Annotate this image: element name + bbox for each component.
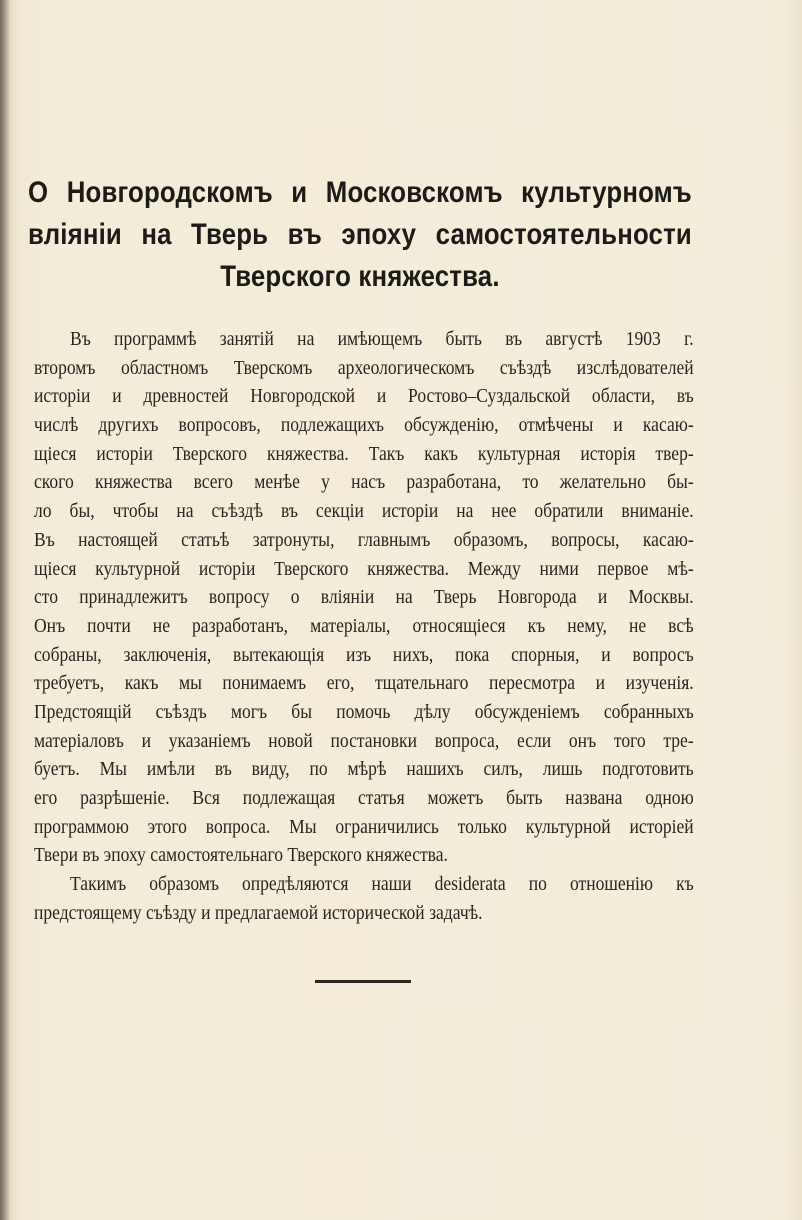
- body-line: Въ программѣ занятій на имѣющемъ быть въ августѣ 1903 г.: [70, 329, 694, 350]
- title-line: О Новгородскомъ и Московскомъ культурномъ: [28, 176, 692, 209]
- body-line: щіеся исторіи Тверского княжества. Такъ какъ культурная исторія твер-: [34, 443, 694, 465]
- body-line: программою этого вопроса. Мы ограничились только культурной исторіей: [34, 816, 694, 838]
- section-divider: [315, 980, 411, 983]
- title-line: вліяніи на Тверь въ эпоху самостоятельности: [28, 218, 692, 251]
- body-line: ского княжества всего менѣе у насъ разработана, то желательно бы-: [34, 472, 694, 494]
- body-line: его разрѣшеніе. Вся подлежащая статья можетъ быть названа одною: [34, 788, 694, 809]
- body-line: требуетъ, какъ мы понимаемъ его, тщательнаго пересмотра и изученія.: [34, 673, 694, 695]
- body-line: предстоящему съѣзду и предлагаемой исторической задачѣ.: [34, 902, 483, 924]
- body-line: второмъ областномъ Тверскомъ археологическомъ съѣздѣ изслѣдователей: [34, 357, 694, 379]
- body-line: матеріаловъ и указаніемъ новой постановки вопроса, если онъ того тре-: [34, 730, 694, 752]
- body-line: Предстоящій съѣздъ могъ бы помочь дѣлу обсужденіемъ собранныхъ: [34, 701, 694, 723]
- body-line: ло бы, чтобы на съѣздѣ въ секціи исторіи на нее обратили вниманіе.: [34, 501, 694, 523]
- body-line: щіеся культурной исторіи Тверского княжества. Между ними первое мѣ-: [34, 558, 694, 580]
- body-line: Твери въ эпоху самостоятельнаго Тверского княжества.: [34, 845, 448, 867]
- body-line: буетъ. Мы имѣли въ виду, по мѣрѣ нашихъ силъ, лишь подготовить: [34, 759, 694, 781]
- body-line: Въ настоящей статьѣ затронуты, главнымъ образомъ, вопросы, касаю-: [34, 529, 694, 551]
- body-line: Такимъ образомъ опредѣляются наши desiderata по отношенію къ: [70, 874, 694, 896]
- article-title: [28, 172, 692, 298]
- body-line: числѣ другихъ вопросовъ, подлежащихъ обсужденію, отмѣчены и касаю-: [34, 415, 694, 437]
- title-line: Тверского княжества.: [220, 260, 500, 293]
- body-line: сто принадлежитъ вопросу о вліяніи на Тверь Новгорода и Москвы.: [34, 587, 694, 609]
- article-body: [34, 326, 694, 928]
- body-line: собраны, заключенія, вытекающія изъ нихъ, пока спорныя, и вопросъ: [34, 644, 694, 666]
- book-spine-shadow: [0, 0, 10, 1220]
- body-line: Онъ почти не разработанъ, матеріалы, относящіеся къ нему, не всѣ: [34, 615, 694, 637]
- body-line: исторіи и древностей Новгородской и Ростово–Суздальской области, въ: [34, 386, 694, 408]
